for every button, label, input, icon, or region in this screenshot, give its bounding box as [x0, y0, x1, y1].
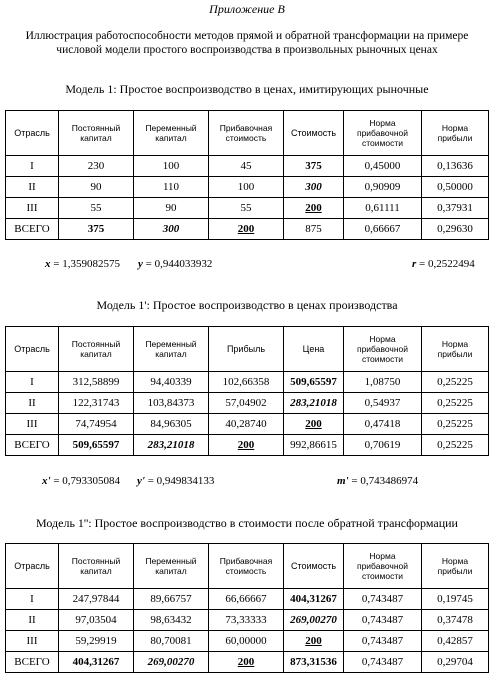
- formula-r: [412, 258, 475, 270]
- table-cell: 300: [134, 219, 209, 240]
- table-cell: 0,61111: [344, 198, 422, 219]
- model3-header-cell: Переменный капитал: [134, 544, 209, 589]
- table-row: [6, 631, 489, 652]
- table-row-total: [6, 219, 489, 240]
- table-cell: 0,50000: [422, 177, 489, 198]
- formula-y-text: y = 0,944033932: [138, 258, 213, 270]
- table-cell: 0,25225: [422, 372, 489, 393]
- formula-r-text: r = 0,2522494: [412, 258, 475, 270]
- table-cell: 0,66667: [344, 219, 422, 240]
- formula-x-prime-text: x' = 0,793305084: [42, 475, 121, 487]
- table-cell: 269,00270: [134, 652, 209, 673]
- table-cell: 55: [209, 198, 284, 219]
- table-cell: ВСЕГО: [6, 435, 59, 456]
- table-cell: 300: [284, 177, 344, 198]
- model3-header-cell: Норма прибыли: [422, 544, 489, 589]
- table-cell: 0,743487: [344, 652, 422, 673]
- table-cell: 89,66757: [134, 589, 209, 610]
- table-cell: II: [6, 610, 59, 631]
- table-cell: 100: [209, 177, 284, 198]
- table-cell: III: [6, 198, 59, 219]
- table-cell: 98,63432: [134, 610, 209, 631]
- table-cell: 55: [59, 198, 134, 219]
- table-cell: 0,29630: [422, 219, 489, 240]
- model3-header-cell: Постоянный капитал: [59, 544, 134, 589]
- table-cell: 0,37478: [422, 610, 489, 631]
- model1-header-row: [6, 111, 489, 156]
- table-row: [6, 198, 489, 219]
- table-cell: II: [6, 177, 59, 198]
- model1-header-cell: Прибавочная стоимость: [209, 111, 284, 156]
- table-cell: 200: [209, 219, 284, 240]
- table-cell: 74,74954: [59, 414, 134, 435]
- table-cell: 59,29919: [59, 631, 134, 652]
- table-row: [6, 156, 489, 177]
- table-row-total: [6, 435, 489, 456]
- formula-y: [138, 258, 212, 270]
- table-cell: 0,743487: [344, 631, 422, 652]
- table-cell: 80,70081: [134, 631, 209, 652]
- table-cell: 45: [209, 156, 284, 177]
- table-cell: 200: [284, 414, 344, 435]
- table-cell: 200: [284, 198, 344, 219]
- formula-x-prime: [42, 475, 120, 487]
- table-cell: 0,25225: [422, 435, 489, 456]
- table-cell: 84,96305: [134, 414, 209, 435]
- model3-header-cell: Норма прибавочной стоимости: [344, 544, 422, 589]
- model3-table: [5, 543, 489, 673]
- table-cell: 283,21018: [134, 435, 209, 456]
- table-cell: 875: [284, 219, 344, 240]
- table-cell: 90: [134, 198, 209, 219]
- table-cell: 0,70619: [344, 435, 422, 456]
- table-cell: I: [6, 589, 59, 610]
- table-cell: 375: [284, 156, 344, 177]
- model2-header-cell: Цена: [284, 327, 344, 372]
- formula-m-prime: [337, 475, 418, 487]
- model2-header-cell: Норма прибавочной стоимости: [344, 327, 422, 372]
- model2-header-cell: Прибыль: [209, 327, 284, 372]
- table-row: [6, 393, 489, 414]
- table-cell: 60,00000: [209, 631, 284, 652]
- model2-header-cell: Переменный капитал: [134, 327, 209, 372]
- model1-header-cell: Норма прибыли: [422, 111, 489, 156]
- model3-header-cell: Отрасль: [6, 544, 59, 589]
- formula-x-text: x = 1,359082575: [45, 258, 120, 270]
- table-cell: 1,08750: [344, 372, 422, 393]
- table-cell: 992,86615: [284, 435, 344, 456]
- table-cell: I: [6, 372, 59, 393]
- model1-header-cell: Постоянный капитал: [59, 111, 134, 156]
- table-cell: ВСЕГО: [6, 219, 59, 240]
- model2-header-cell: Отрасль: [6, 327, 59, 372]
- table-cell: 73,33333: [209, 610, 284, 631]
- model2-header-cell: Норма прибыли: [422, 327, 489, 372]
- model2-header-row: [6, 327, 489, 372]
- table-cell: 375: [59, 219, 134, 240]
- formula-y-prime: [137, 475, 214, 487]
- table-cell: 103,84373: [134, 393, 209, 414]
- table-cell: III: [6, 414, 59, 435]
- table-cell: 102,66358: [209, 372, 284, 393]
- model2-title: Модель 1': Простое воспроизводство в ценах производства: [96, 298, 398, 312]
- model3-header-cell: Прибавочная стоимость: [209, 544, 284, 589]
- model2-header-cell: Постоянный капитал: [59, 327, 134, 372]
- table-row: [6, 372, 489, 393]
- table-cell: 0,54937: [344, 393, 422, 414]
- table-cell: 90: [59, 177, 134, 198]
- formula-m-prime-text: m' = 0,743486974: [337, 475, 419, 487]
- table-cell: 0,37931: [422, 198, 489, 219]
- appendix-label: Приложение B: [209, 2, 285, 16]
- table-cell: 312,58899: [59, 372, 134, 393]
- table-cell: 100: [134, 156, 209, 177]
- table-cell: 0,29704: [422, 652, 489, 673]
- table-cell: 0,13636: [422, 156, 489, 177]
- table-cell: 283,21018: [284, 393, 344, 414]
- formula-x: [45, 258, 120, 270]
- table-cell: 0,47418: [344, 414, 422, 435]
- model3-header-row: [6, 544, 489, 589]
- table-cell: 57,04902: [209, 393, 284, 414]
- table-cell: 230: [59, 156, 134, 177]
- model3-title: Модель 1'': Простое воспроизводство в стоимости после обратной трансформации: [36, 516, 458, 530]
- table-cell: II: [6, 393, 59, 414]
- table-cell: 0,45000: [344, 156, 422, 177]
- table-cell: ВСЕГО: [6, 652, 59, 673]
- table-row: [6, 177, 489, 198]
- table-cell: 40,28740: [209, 414, 284, 435]
- table-cell: 873,31536: [284, 652, 344, 673]
- formula-y-prime-text: y' = 0,949834133: [137, 475, 215, 487]
- table-cell: 247,97844: [59, 589, 134, 610]
- table-cell: 0,743487: [344, 589, 422, 610]
- table-cell: 97,03504: [59, 610, 134, 631]
- table-row-total: [6, 652, 489, 673]
- table-cell: 0,90909: [344, 177, 422, 198]
- table-cell: 122,31743: [59, 393, 134, 414]
- table-cell: 200: [284, 631, 344, 652]
- table-cell: 66,66667: [209, 589, 284, 610]
- table-cell: 110: [134, 177, 209, 198]
- table-cell: 0,19745: [422, 589, 489, 610]
- table-cell: I: [6, 156, 59, 177]
- table-cell: 0,42857: [422, 631, 489, 652]
- table-row: [6, 414, 489, 435]
- table-cell: 200: [209, 435, 284, 456]
- table-cell: 509,65597: [59, 435, 134, 456]
- document-heading: Иллюстрация работоспособности методов прямой и обратной трансформации на примере числовой модели простого воспроизводства в произвольных рыночных ценах: [25, 30, 469, 56]
- model1-header-cell: Норма прибавочной стоимости: [344, 111, 422, 156]
- table-cell: 200: [209, 652, 284, 673]
- model3-header-cell: Стоимость: [284, 544, 344, 589]
- table-cell: 0,743487: [344, 610, 422, 631]
- model1-title: Модель 1: Простое воспроизводство в ценах, имитирующих рыночные: [65, 82, 429, 96]
- table-row: [6, 589, 489, 610]
- table-cell: 509,65597: [284, 372, 344, 393]
- table-cell: 0,25225: [422, 414, 489, 435]
- model1-table: [5, 110, 489, 240]
- table-cell: III: [6, 631, 59, 652]
- model1-header-cell: Переменный капитал: [134, 111, 209, 156]
- model1-header-cell: Отрасль: [6, 111, 59, 156]
- model2-table: [5, 326, 489, 456]
- table-cell: 269,00270: [284, 610, 344, 631]
- table-cell: 404,31267: [59, 652, 134, 673]
- model1-header-cell: Стоимость: [284, 111, 344, 156]
- table-cell: 404,31267: [284, 589, 344, 610]
- table-cell: 0,25225: [422, 393, 489, 414]
- table-row: [6, 610, 489, 631]
- table-cell: 94,40339: [134, 372, 209, 393]
